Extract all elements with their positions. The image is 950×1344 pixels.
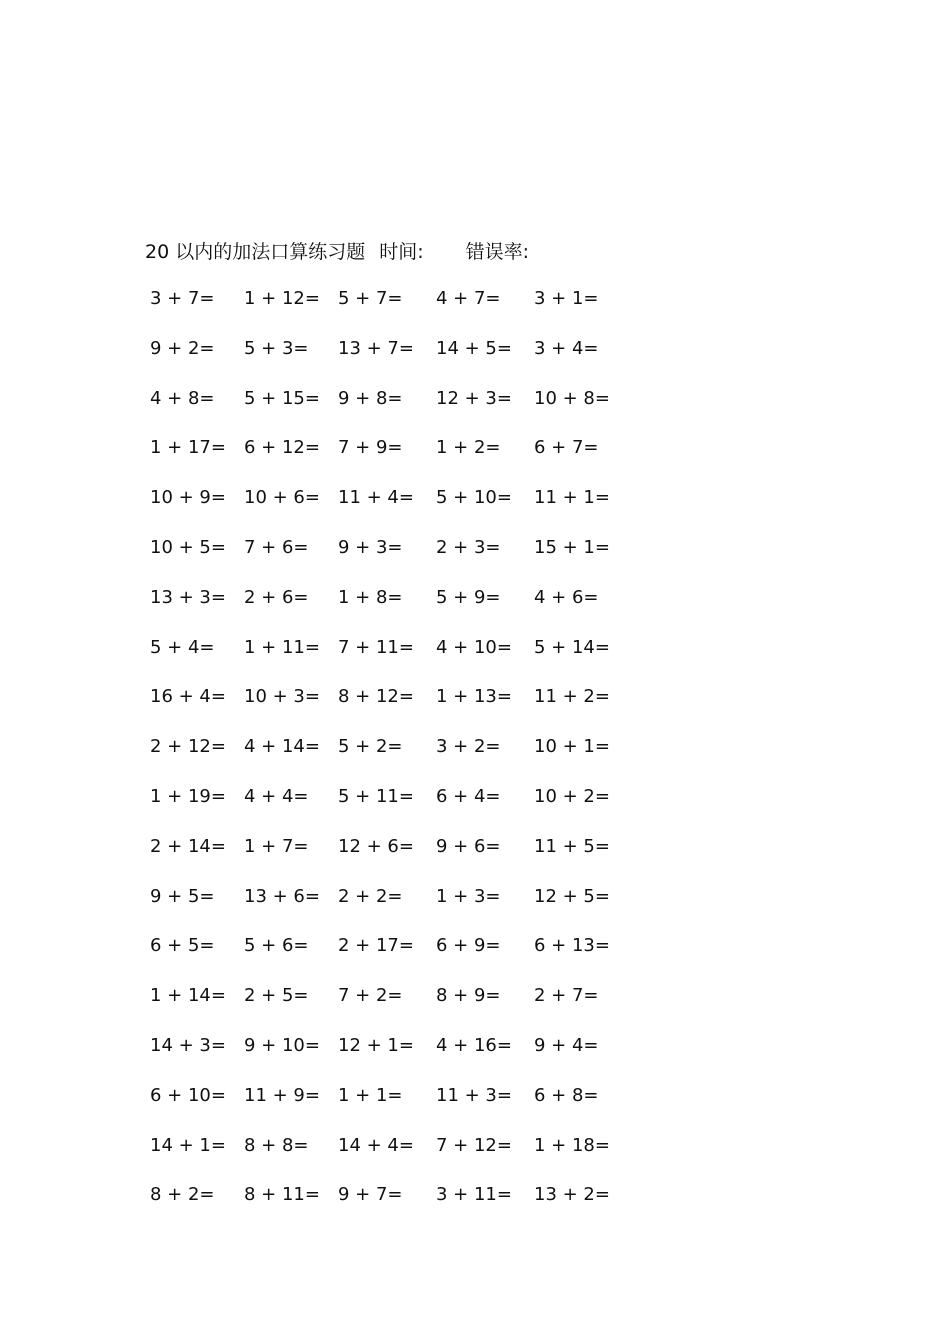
addition-problem: 1 + 1= [338,1084,403,1106]
addition-problem: 6 + 12= [244,437,320,459]
addition-problem: 14 + 4= [338,1134,414,1156]
addition-problem: 5 + 2= [338,736,403,758]
addition-problem: 7 + 11= [338,636,414,658]
addition-problem: 14 + 3= [150,1034,226,1056]
problem-row [148,485,668,535]
addition-problem: 8 + 9= [436,985,501,1007]
addition-problem: 1 + 13= [436,686,512,708]
problem-row [148,635,668,685]
addition-problem: 5 + 6= [244,935,309,957]
addition-problem: 5 + 4= [150,636,215,658]
addition-problem: 4 + 7= [436,288,501,309]
addition-problem: 13 + 7= [338,337,414,359]
addition-problem: 2 + 3= [436,536,501,558]
addition-problem: 1 + 19= [150,785,226,807]
addition-problem: 1 + 2= [436,437,501,459]
problem-row [148,734,668,784]
addition-problem: 5 + 14= [534,636,610,658]
addition-problem: 2 + 12= [150,736,226,758]
addition-problem: 5 + 10= [436,487,512,509]
addition-problem: 7 + 12= [436,1134,512,1156]
addition-problem: 12 + 3= [436,387,512,409]
time-label: 时间: [379,240,424,263]
addition-problem: 6 + 10= [150,1084,226,1106]
addition-problem: 3 + 1= [534,288,599,309]
addition-problem: 6 + 5= [150,935,215,957]
addition-problem: 5 + 7= [338,288,403,309]
addition-problem: 16 + 4= [150,686,226,708]
addition-problem: 8 + 2= [150,1184,215,1206]
addition-problem: 10 + 3= [244,686,320,708]
addition-problem: 10 + 9= [150,487,226,509]
problem-row [148,286,668,336]
addition-problem: 1 + 7= [244,835,309,857]
addition-problem: 11 + 9= [244,1084,320,1106]
addition-problem: 9 + 5= [150,885,215,907]
addition-problem: 6 + 13= [534,935,610,957]
problem-row [148,386,668,436]
problem-row [148,684,668,734]
addition-problem: 11 + 4= [338,487,414,509]
addition-problem: 10 + 5= [150,536,226,558]
addition-problem: 2 + 14= [150,835,226,857]
addition-problem: 6 + 8= [534,1084,599,1106]
addition-problem: 13 + 2= [534,1184,610,1206]
addition-problem: 14 + 5= [436,337,512,359]
addition-problem: 4 + 8= [150,387,215,409]
addition-problem: 13 + 6= [244,885,320,907]
addition-problem: 6 + 7= [534,437,599,459]
addition-problem: 9 + 3= [338,536,403,558]
addition-problem: 11 + 2= [534,686,610,708]
addition-problem: 2 + 2= [338,885,403,907]
addition-problem: 7 + 9= [338,437,403,459]
addition-problem: 3 + 2= [436,736,501,758]
problem-row [148,435,668,485]
addition-problem: 1 + 12= [244,288,320,309]
problem-grid [148,286,668,1232]
addition-problem: 5 + 9= [436,586,501,608]
addition-problem: 10 + 8= [534,387,610,409]
addition-problem: 6 + 4= [436,785,501,807]
addition-problem: 9 + 7= [338,1184,403,1206]
addition-problem: 1 + 3= [436,885,501,907]
problem-row [148,834,668,884]
addition-problem: 3 + 7= [150,288,215,309]
addition-problem: 5 + 11= [338,785,414,807]
addition-problem: 12 + 1= [338,1034,414,1056]
worksheet-header [145,236,529,264]
problem-row [148,1083,668,1133]
problem-row [148,1133,668,1183]
worksheet-title: 20 以内的加法口算练习题 [145,240,366,263]
problem-row [148,933,668,983]
addition-problem: 15 + 1= [534,536,610,558]
addition-problem: 7 + 2= [338,985,403,1007]
addition-problem: 4 + 14= [244,736,320,758]
addition-problem: 6 + 9= [436,935,501,957]
problem-row [148,336,668,386]
addition-problem: 10 + 6= [244,487,320,509]
addition-problem: 9 + 2= [150,337,215,359]
addition-problem: 2 + 17= [338,935,414,957]
problem-row [148,884,668,934]
addition-problem: 8 + 11= [244,1184,320,1206]
addition-problem: 4 + 6= [534,586,599,608]
addition-problem: 9 + 8= [338,387,403,409]
addition-problem: 9 + 4= [534,1034,599,1056]
addition-problem: 11 + 3= [436,1084,512,1106]
addition-problem: 4 + 10= [436,636,512,658]
addition-problem: 10 + 1= [534,736,610,758]
problem-row [148,784,668,834]
problem-row [148,1182,668,1232]
problem-row [148,585,668,635]
problem-row [148,1033,668,1083]
addition-problem: 5 + 15= [244,387,320,409]
addition-problem: 1 + 8= [338,586,403,608]
addition-problem: 1 + 18= [534,1134,610,1156]
addition-problem: 9 + 10= [244,1034,320,1056]
addition-problem: 8 + 12= [338,686,414,708]
addition-problem: 2 + 6= [244,586,309,608]
addition-problem: 1 + 14= [150,985,226,1007]
addition-problem: 12 + 5= [534,885,610,907]
error-rate-label: 错误率: [465,240,530,263]
problem-row [148,983,668,1033]
addition-problem: 3 + 4= [534,337,599,359]
problem-row [148,535,668,585]
addition-problem: 10 + 2= [534,785,610,807]
addition-problem: 13 + 3= [150,586,226,608]
addition-problem: 14 + 1= [150,1134,226,1156]
addition-problem: 1 + 11= [244,636,320,658]
addition-problem: 7 + 6= [244,536,309,558]
addition-problem: 8 + 8= [244,1134,309,1156]
addition-problem: 2 + 5= [244,985,309,1007]
addition-problem: 11 + 5= [534,835,610,857]
addition-problem: 4 + 4= [244,785,309,807]
addition-problem: 11 + 1= [534,487,610,509]
addition-problem: 12 + 6= [338,835,414,857]
addition-problem: 9 + 6= [436,835,501,857]
addition-problem: 1 + 17= [150,437,226,459]
addition-problem: 3 + 11= [436,1184,512,1206]
addition-problem: 2 + 7= [534,985,599,1007]
addition-problem: 4 + 16= [436,1034,512,1056]
addition-problem: 5 + 3= [244,337,309,359]
